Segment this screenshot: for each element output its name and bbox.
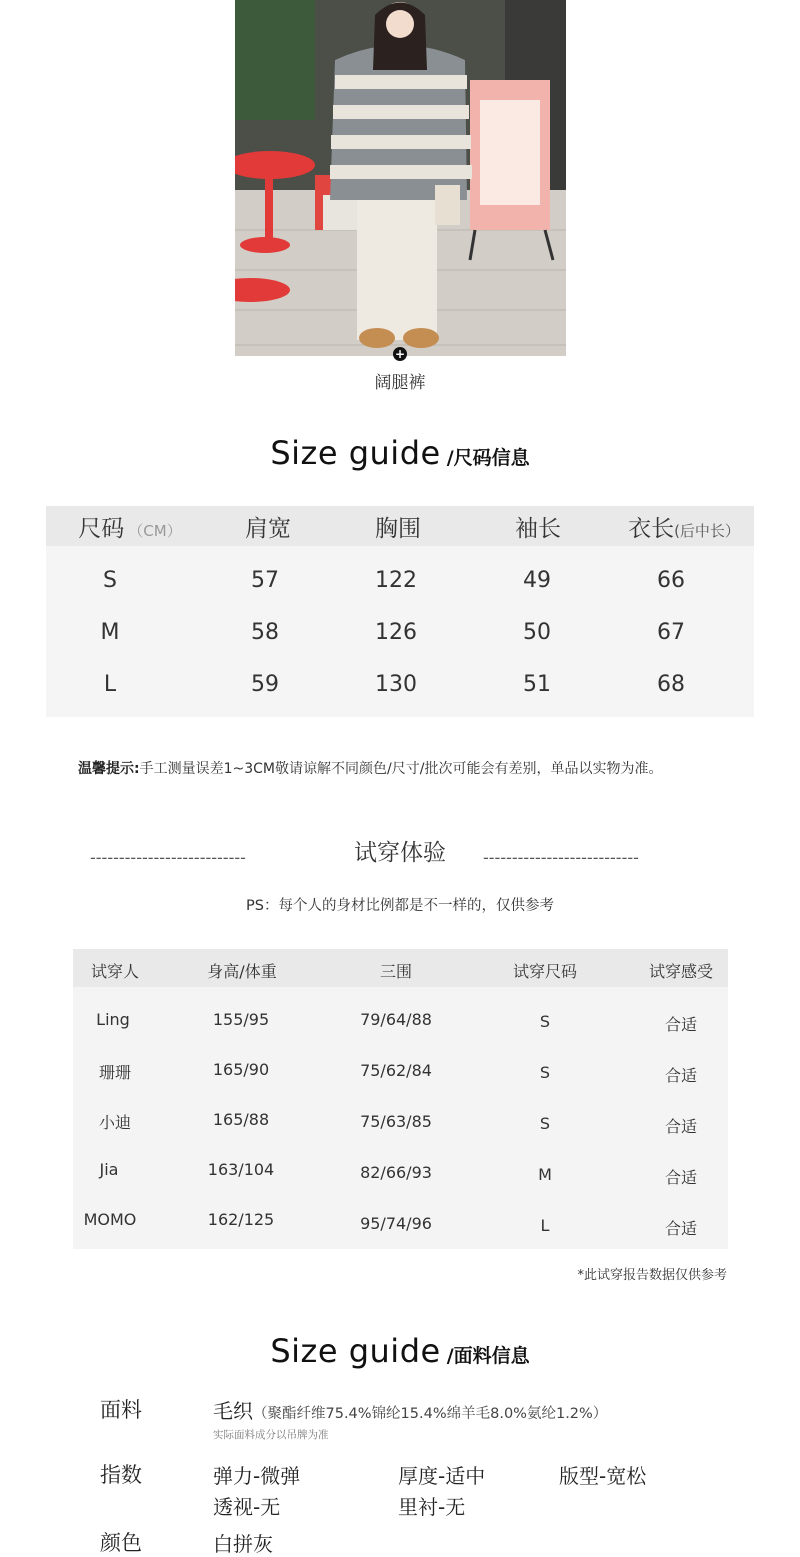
material-label: 面料 <box>100 1398 142 1422</box>
size-table-header-cell: 肩宽 <box>245 516 291 542</box>
size-table-header-cell: 胸围 <box>375 516 421 542</box>
index-transparency: 透视-无 <box>213 1495 281 1519</box>
try-header-cell: 试穿尺码 <box>512 962 578 981</box>
try-header-cell: 身高/体重 <box>207 962 277 981</box>
size-cell: 130 <box>375 672 417 697</box>
fabric-guide-title <box>0 1332 800 1370</box>
color-label: 颜色 <box>100 1531 142 1555</box>
size-table-header-cell: 袖长 <box>515 516 561 542</box>
try-cell: 79/64/88 <box>360 1010 432 1029</box>
try-on-footnote: *此试穿报告数据仅供参考 <box>577 1268 727 1283</box>
material-main: 毛织 <box>213 1399 253 1423</box>
try-cell: 小迪 <box>98 1113 132 1132</box>
size-table-header <box>46 506 754 546</box>
try-on-table <box>73 949 728 1249</box>
size-cell: 50 <box>523 620 551 645</box>
material-note: 实际面料成分以吊牌为准 <box>213 1429 329 1441</box>
divider-left: --------------------------- <box>90 848 246 867</box>
note-text: 手工测量误差1~3CM敬请谅解不同颜色/尺寸/批次可能会有差别，单品以实物为准。 <box>139 761 663 777</box>
size-cell: 58 <box>251 620 279 645</box>
try-cell: 75/62/84 <box>360 1061 432 1080</box>
try-cell: 162/125 <box>207 1210 275 1229</box>
try-cell: Ling <box>96 1010 130 1029</box>
try-cell: 合适 <box>664 1219 698 1238</box>
color-value: 白拼灰 <box>213 1532 273 1556</box>
size-cell: 66 <box>657 568 685 593</box>
size-table-header-cell: 衣长(后中长） <box>628 516 740 542</box>
index-fit: 版型-宽松 <box>559 1464 647 1488</box>
index-label: 指数 <box>100 1463 142 1487</box>
try-cell: L <box>540 1216 550 1235</box>
size-cell: 49 <box>523 568 551 593</box>
try-cell: 合适 <box>664 1117 698 1136</box>
size-cell: M <box>100 620 120 645</box>
size-cell: 126 <box>375 620 417 645</box>
try-cell: 165/88 <box>212 1110 270 1129</box>
try-cell: 95/74/96 <box>360 1214 432 1233</box>
try-cell: S <box>539 1063 551 1082</box>
size-cell: 67 <box>657 620 685 645</box>
size-guide-heading: Size guide <box>270 434 441 472</box>
try-cell: 82/66/93 <box>360 1163 432 1182</box>
divider-right: --------------------------- <box>483 848 639 867</box>
ps-note: PS：每个人的身材比例都是不一样的，仅供参考 <box>246 898 554 914</box>
size-table <box>46 506 754 717</box>
size-cell: 122 <box>375 568 417 593</box>
index-elasticity: 弹力-微弹 <box>213 1464 301 1488</box>
try-on-title: 试穿体验 <box>354 840 446 866</box>
size-guide-subheading: /尺码信息 <box>446 447 530 469</box>
size-cell: 51 <box>523 672 551 697</box>
fabric-guide-subheading: /面料信息 <box>446 1345 530 1367</box>
index-thickness: 厚度-适中 <box>398 1464 486 1488</box>
photo-caption: 阔腿裤 <box>374 373 426 393</box>
try-cell: 165/90 <box>212 1060 270 1079</box>
try-cell: S <box>539 1012 551 1031</box>
try-on-table-header <box>73 949 728 987</box>
try-cell: 163/104 <box>207 1160 275 1179</box>
try-cell: M <box>538 1165 552 1184</box>
index-lining: 里衬-无 <box>398 1495 466 1519</box>
try-cell: 75/63/85 <box>360 1112 432 1131</box>
try-header-cell: 试穿感受 <box>648 962 714 981</box>
size-cell: S <box>103 568 117 593</box>
try-cell: 合适 <box>664 1066 698 1085</box>
plus-icon[interactable]: + <box>394 347 406 361</box>
try-cell: MOMO <box>83 1210 137 1229</box>
try-cell: Jia <box>99 1160 119 1179</box>
try-cell: 合适 <box>664 1015 698 1034</box>
size-table-header-cell: 尺码 （CM） <box>78 516 182 542</box>
material-value <box>213 1395 607 1424</box>
note-label: 温馨提示: <box>78 761 140 777</box>
try-header-cell: 试穿人 <box>90 962 140 981</box>
try-cell: 155/95 <box>212 1010 270 1029</box>
size-cell: 57 <box>251 568 279 593</box>
try-cell: S <box>539 1114 551 1133</box>
product-photo <box>235 0 566 356</box>
size-cell: L <box>103 672 117 697</box>
size-guide-title <box>0 434 800 472</box>
model-photo-illustration <box>235 0 566 356</box>
try-header-cell: 三围 <box>379 962 413 981</box>
try-cell: 珊珊 <box>98 1063 132 1082</box>
size-cell: 68 <box>657 672 685 697</box>
material-detail: （聚酯纤维75.4%锦纶15.4%绵羊毛8.0%氨纶1.2%） <box>253 1406 608 1422</box>
size-cell: 59 <box>251 672 279 697</box>
fabric-guide-heading: Size guide <box>270 1332 441 1370</box>
measurement-note <box>78 758 662 778</box>
try-cell: 合适 <box>664 1168 698 1187</box>
